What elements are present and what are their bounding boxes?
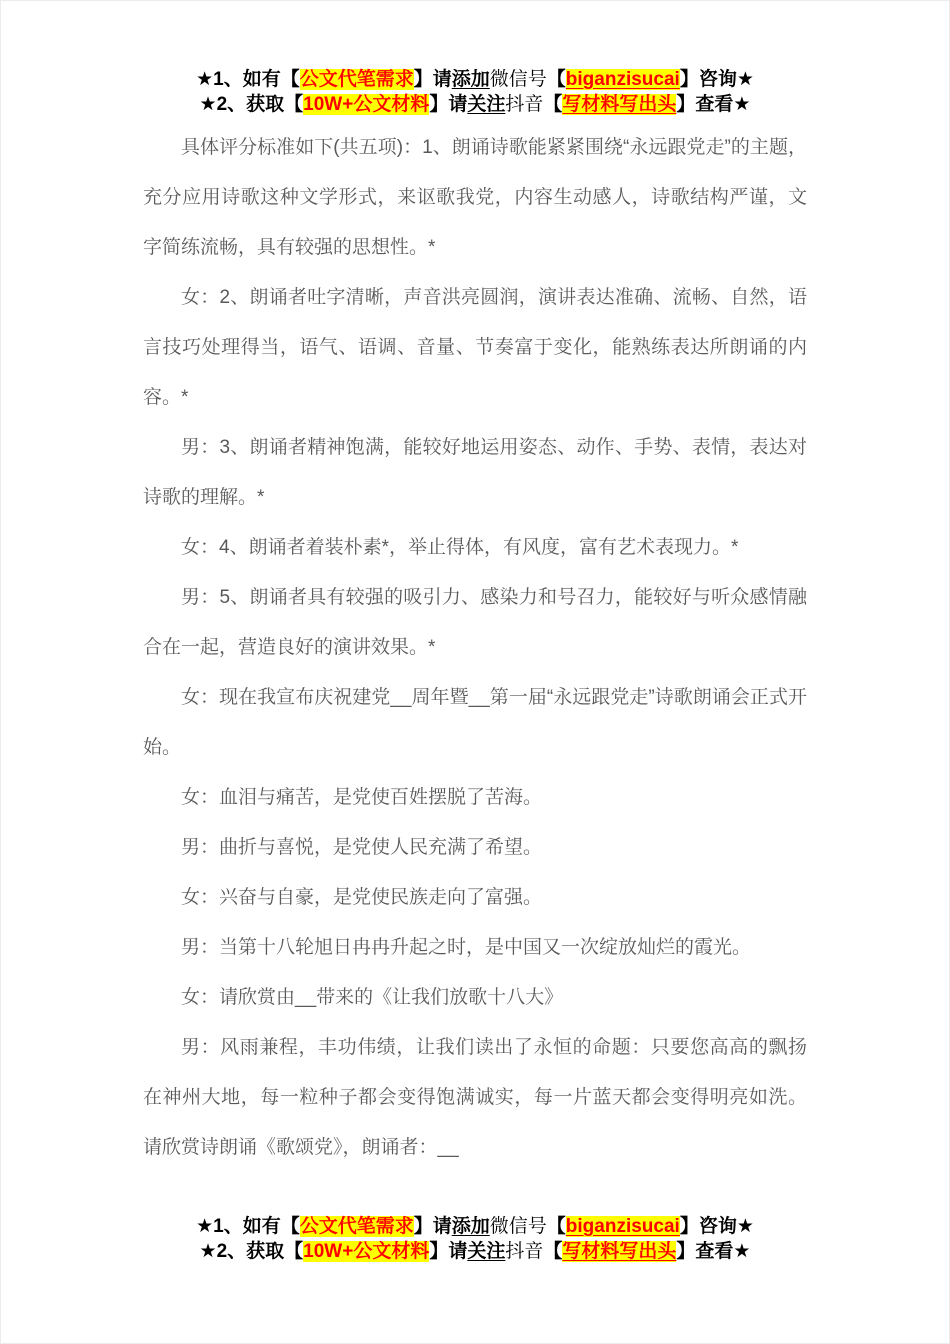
promo-text: 】请 [429, 1241, 468, 1262]
document-body [143, 123, 807, 1173]
promo-footer-line-1 [143, 1214, 807, 1239]
promo-channel-wechat: 微信号 [489, 1216, 547, 1237]
paragraph: 男：曲折与喜悦，是党使人民充满了希望。 [181, 837, 543, 858]
promo-suffix: 】咨询★ [679, 1216, 754, 1237]
promo-highlight-service: 公文代笔需求 [299, 69, 414, 90]
promo-header-line-2 [143, 92, 807, 117]
paragraph: 女：请欣赏由__带来的《让我们放歌十八大》 [181, 987, 564, 1008]
paragraph: 女：现在我宣布庆祝建党__周年暨__第一届“永远跟党走”诗歌朗诵会正式开始。 [143, 687, 807, 758]
promo-action-follow: 关注 [467, 94, 506, 115]
promo-prefix: ★1、如有【 [196, 1216, 300, 1237]
promo-action-add: 添加 [451, 69, 490, 90]
promo-bracket: 【 [546, 69, 566, 90]
paragraph: 具体评分标准如下(共五项)：1、朗诵诗歌能紧紧围绕“永远跟党走”的主题，充分应用诗歌这种文学形式，来讴歌我党，内容生动感人，诗歌结构严谨，文字简练流畅，具有较强的思想性。* [143, 137, 807, 258]
promo-bracket: 【 [543, 1241, 563, 1262]
paragraph: 男：3、朗诵者精神饱满，能较好地运用姿态、动作、手势、表情，表达对诗歌的理解。* [143, 437, 807, 508]
promo-highlight-materials: 10W+公文材料 [303, 1241, 430, 1262]
promo-text: 】请 [413, 69, 452, 90]
promo-bracket: 【 [546, 1216, 566, 1237]
promo-douyin-id: 写材料写出头 [562, 94, 677, 115]
promo-suffix: 】查看★ [676, 94, 751, 115]
promo-channel-douyin: 抖音 [505, 1241, 544, 1262]
paragraph: 男：当第十八轮旭日冉冉升起之时，是中国又一次绽放灿烂的霞光。 [181, 937, 752, 958]
promo-prefix: ★2、获取【 [199, 1241, 304, 1262]
paragraph: 女：兴奋与自豪，是党使民族走向了富强。 [181, 887, 543, 908]
promo-prefix: ★1、如有【 [196, 69, 300, 90]
promo-bracket: 【 [543, 94, 563, 115]
promo-channel-douyin: 抖音 [505, 94, 544, 115]
promo-douyin-id: 写材料写出头 [562, 1241, 677, 1262]
promo-wechat-id: biganzisucai [565, 69, 680, 90]
paragraph: 男：风雨兼程，丰功伟绩，让我们读出了永恒的命题：只要您高高的飘扬在神州大地，每一粒种子都会变得饱满诚实，每一片蓝天都会变得明亮如洗。请欣赏诗朗诵《歌颂党》，朗诵者：__ [143, 1037, 807, 1158]
promo-footer [143, 1214, 807, 1264]
promo-action-add: 添加 [451, 1216, 490, 1237]
paragraph: 女：血泪与痛苦，是党使百姓摆脱了苦海。 [181, 787, 543, 808]
promo-wechat-id: biganzisucai [565, 1216, 680, 1237]
paragraph: 男：5、朗诵者具有较强的吸引力、感染力和号召力，能较好与听众感情融合在一起，营造良好的演讲效果。* [143, 587, 807, 658]
promo-highlight-service: 公文代笔需求 [299, 1216, 414, 1237]
promo-suffix: 】查看★ [676, 1241, 751, 1262]
promo-header-line-1 [143, 67, 807, 92]
promo-prefix: ★2、获取【 [199, 94, 304, 115]
promo-action-follow: 关注 [467, 1241, 506, 1262]
promo-text: 】请 [413, 1216, 452, 1237]
promo-highlight-materials: 10W+公文材料 [303, 94, 430, 115]
paragraph: 女：4、朗诵者着装朴素*，举止得体，有风度，富有艺术表现力。* [181, 537, 739, 558]
promo-suffix: 】咨询★ [679, 69, 754, 90]
paragraph: 女：2、朗诵者吐字清晰，声音洪亮圆润，演讲表达准确、流畅、自然，语言技巧处理得当，语气、语调、音量、节奏富于变化，能熟练表达所朗诵的内容。* [143, 287, 807, 408]
promo-header [143, 67, 807, 117]
promo-channel-wechat: 微信号 [489, 69, 547, 90]
promo-text: 】请 [429, 94, 468, 115]
promo-footer-line-2 [143, 1239, 807, 1264]
